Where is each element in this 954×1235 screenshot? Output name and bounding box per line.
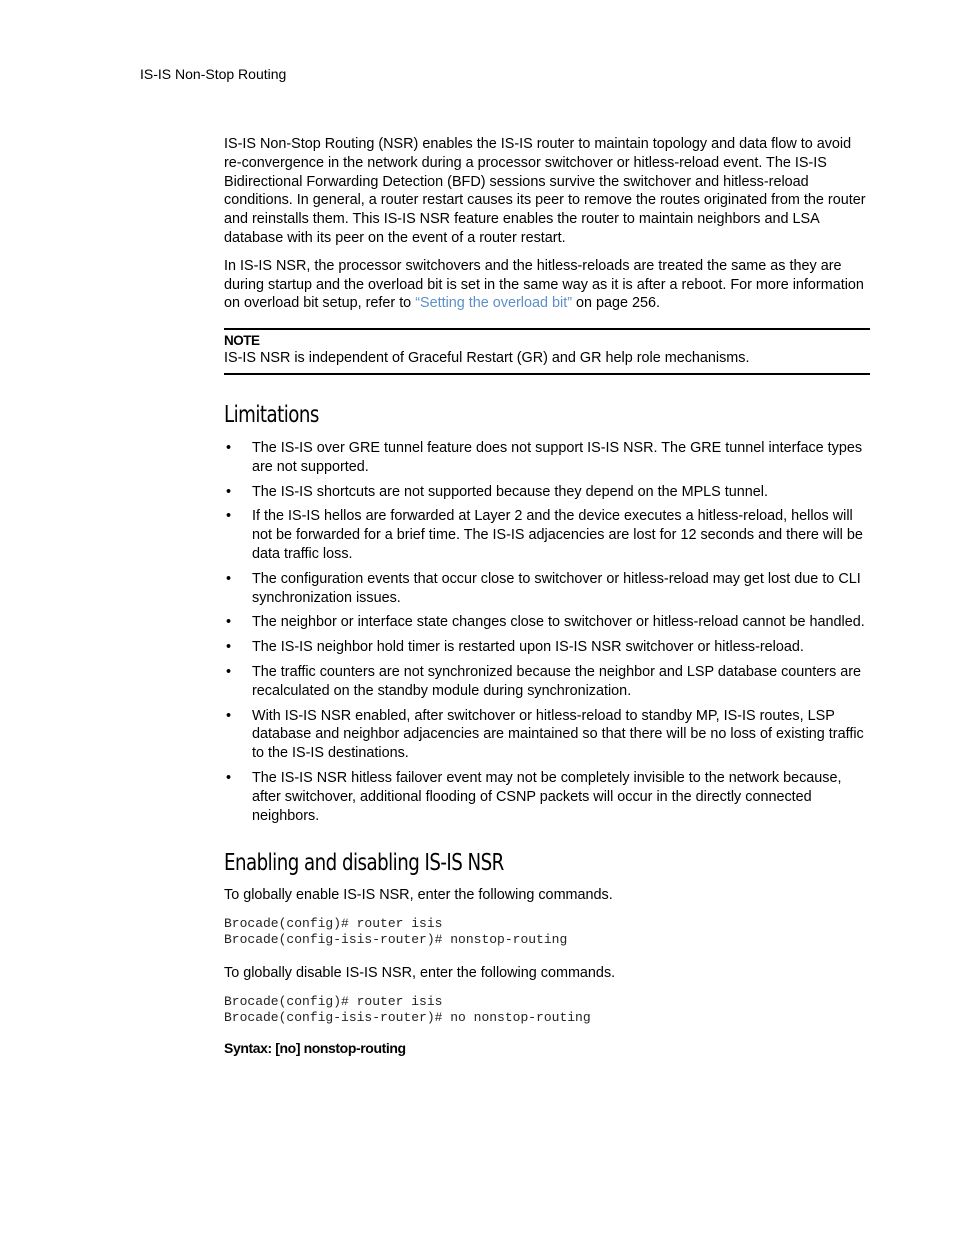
- intro-paragraph-2-tail: on page 256.: [572, 295, 661, 312]
- syntax-line: Syntax: [no] nonstop-routing: [224, 1039, 406, 1056]
- limitation-item: [224, 663, 870, 701]
- limitation-text: The IS-IS over GRE tunnel feature does not support IS-IS NSR. The GRE tunnel interface types are not supported.: [252, 439, 863, 475]
- limitation-text: The traffic counters are not synchronized because the neighbor and LSP database counters are recalculated on the standby module during synchronization.: [252, 663, 862, 699]
- limitation-text: With IS-IS NSR enabled, after switchover or hitless-reload to standby MP, IS-IS routes, LSP database and neighbor adjacencies are maintained so that there will be no loss of existing traffic to the IS-IS destinations.: [252, 707, 864, 762]
- intro-paragraph-1: IS-IS Non-Stop Routing (NSR) enables the IS-IS router to maintain topology and data flow to avoid re-convergence in the network during a processor switchover or hitless-reload event. The IS-IS Bidirectional Forwarding Detection (BFD) sessions survive the switchover and hitless-reload conditions. In general, a router restart causes its peer to remove the routes originated from the router and reinstalls them. This IS-IS NSR feature enables the router to maintain neighbors and LSA database with its peer on the event of a router restart.: [224, 136, 866, 246]
- running-header: IS-IS Non-Stop Routing: [140, 66, 287, 82]
- limitations-heading: Limitations: [224, 401, 319, 428]
- limitation-item: [224, 613, 870, 632]
- enabling-heading: Enabling and disabling IS-IS NSR: [224, 850, 504, 877]
- note-text: IS-IS NSR is independent of Graceful Restart (GR) and GR help role mechanisms.: [224, 350, 750, 367]
- bullet-icon: •: [226, 483, 232, 500]
- intro-paragraph-2: [224, 257, 870, 313]
- limitation-item: [224, 570, 870, 608]
- limitation-item: [224, 769, 870, 825]
- disable-code-block: Brocade(config)# router isis Brocade(config-isis-router)# no nonstop-routing: [224, 993, 591, 1025]
- bullet-icon: •: [226, 707, 232, 724]
- limitation-item: [224, 638, 870, 657]
- limitation-text: The configuration events that occur close to switchover or hitless-reload may get lost due to CLI synchronization issues.: [252, 570, 861, 606]
- bullet-icon: •: [226, 570, 232, 587]
- bullet-icon: •: [226, 508, 232, 525]
- overload-bit-link[interactable]: “Setting the overload bit”: [415, 295, 572, 312]
- limitation-text: The neighbor or interface state changes close to switchover or hitless-reload cannot be handled.: [252, 614, 865, 631]
- enable-code-block: Brocade(config)# router isis Brocade(config-isis-router)# nonstop-routing: [224, 916, 568, 948]
- bullet-icon: •: [226, 769, 232, 786]
- limitation-text: The IS-IS neighbor hold timer is restarted upon IS-IS NSR switchover or hitless-reload.: [252, 639, 804, 656]
- intro-paragraph-2-text: In IS-IS NSR, the processor switchovers and the hitless-reloads are treated the same as they are during startup and the overload bit is set in the same way as it is after a reboot. For more information on overload bit setup, refer to: [224, 257, 864, 312]
- bullet-icon: •: [226, 439, 232, 456]
- limitations-list: [224, 439, 870, 825]
- bullet-icon: •: [226, 639, 232, 656]
- limitation-item: [224, 707, 870, 763]
- limitation-item: [224, 439, 870, 477]
- limitation-item: [224, 483, 870, 502]
- enable-instructions: To globally enable IS-IS NSR, enter the following commands.: [224, 887, 613, 904]
- limitation-item: [224, 507, 870, 563]
- bullet-icon: •: [226, 614, 232, 631]
- page-content: [224, 135, 870, 1057]
- note-box: [224, 328, 870, 375]
- note-label: NOTE: [224, 333, 260, 349]
- limitation-text: The IS-IS shortcuts are not supported because they depend on the MPLS tunnel.: [252, 483, 768, 500]
- bullet-icon: •: [226, 663, 232, 680]
- limitation-text: The IS-IS NSR hitless failover event may not be completely invisible to the network because, after switchover, additional flooding of CSNP packets will occur in the directly connected neighbors.: [252, 769, 842, 824]
- limitation-text: If the IS-IS hellos are forwarded at Layer 2 and the device executes a hitless-reload, hellos will not be forwarded for a brief time. The IS-IS adjacencies are lost for 12 seconds and there will be data traffic loss.: [252, 508, 863, 562]
- disable-instructions: To globally disable IS-IS NSR, enter the following commands.: [224, 965, 616, 982]
